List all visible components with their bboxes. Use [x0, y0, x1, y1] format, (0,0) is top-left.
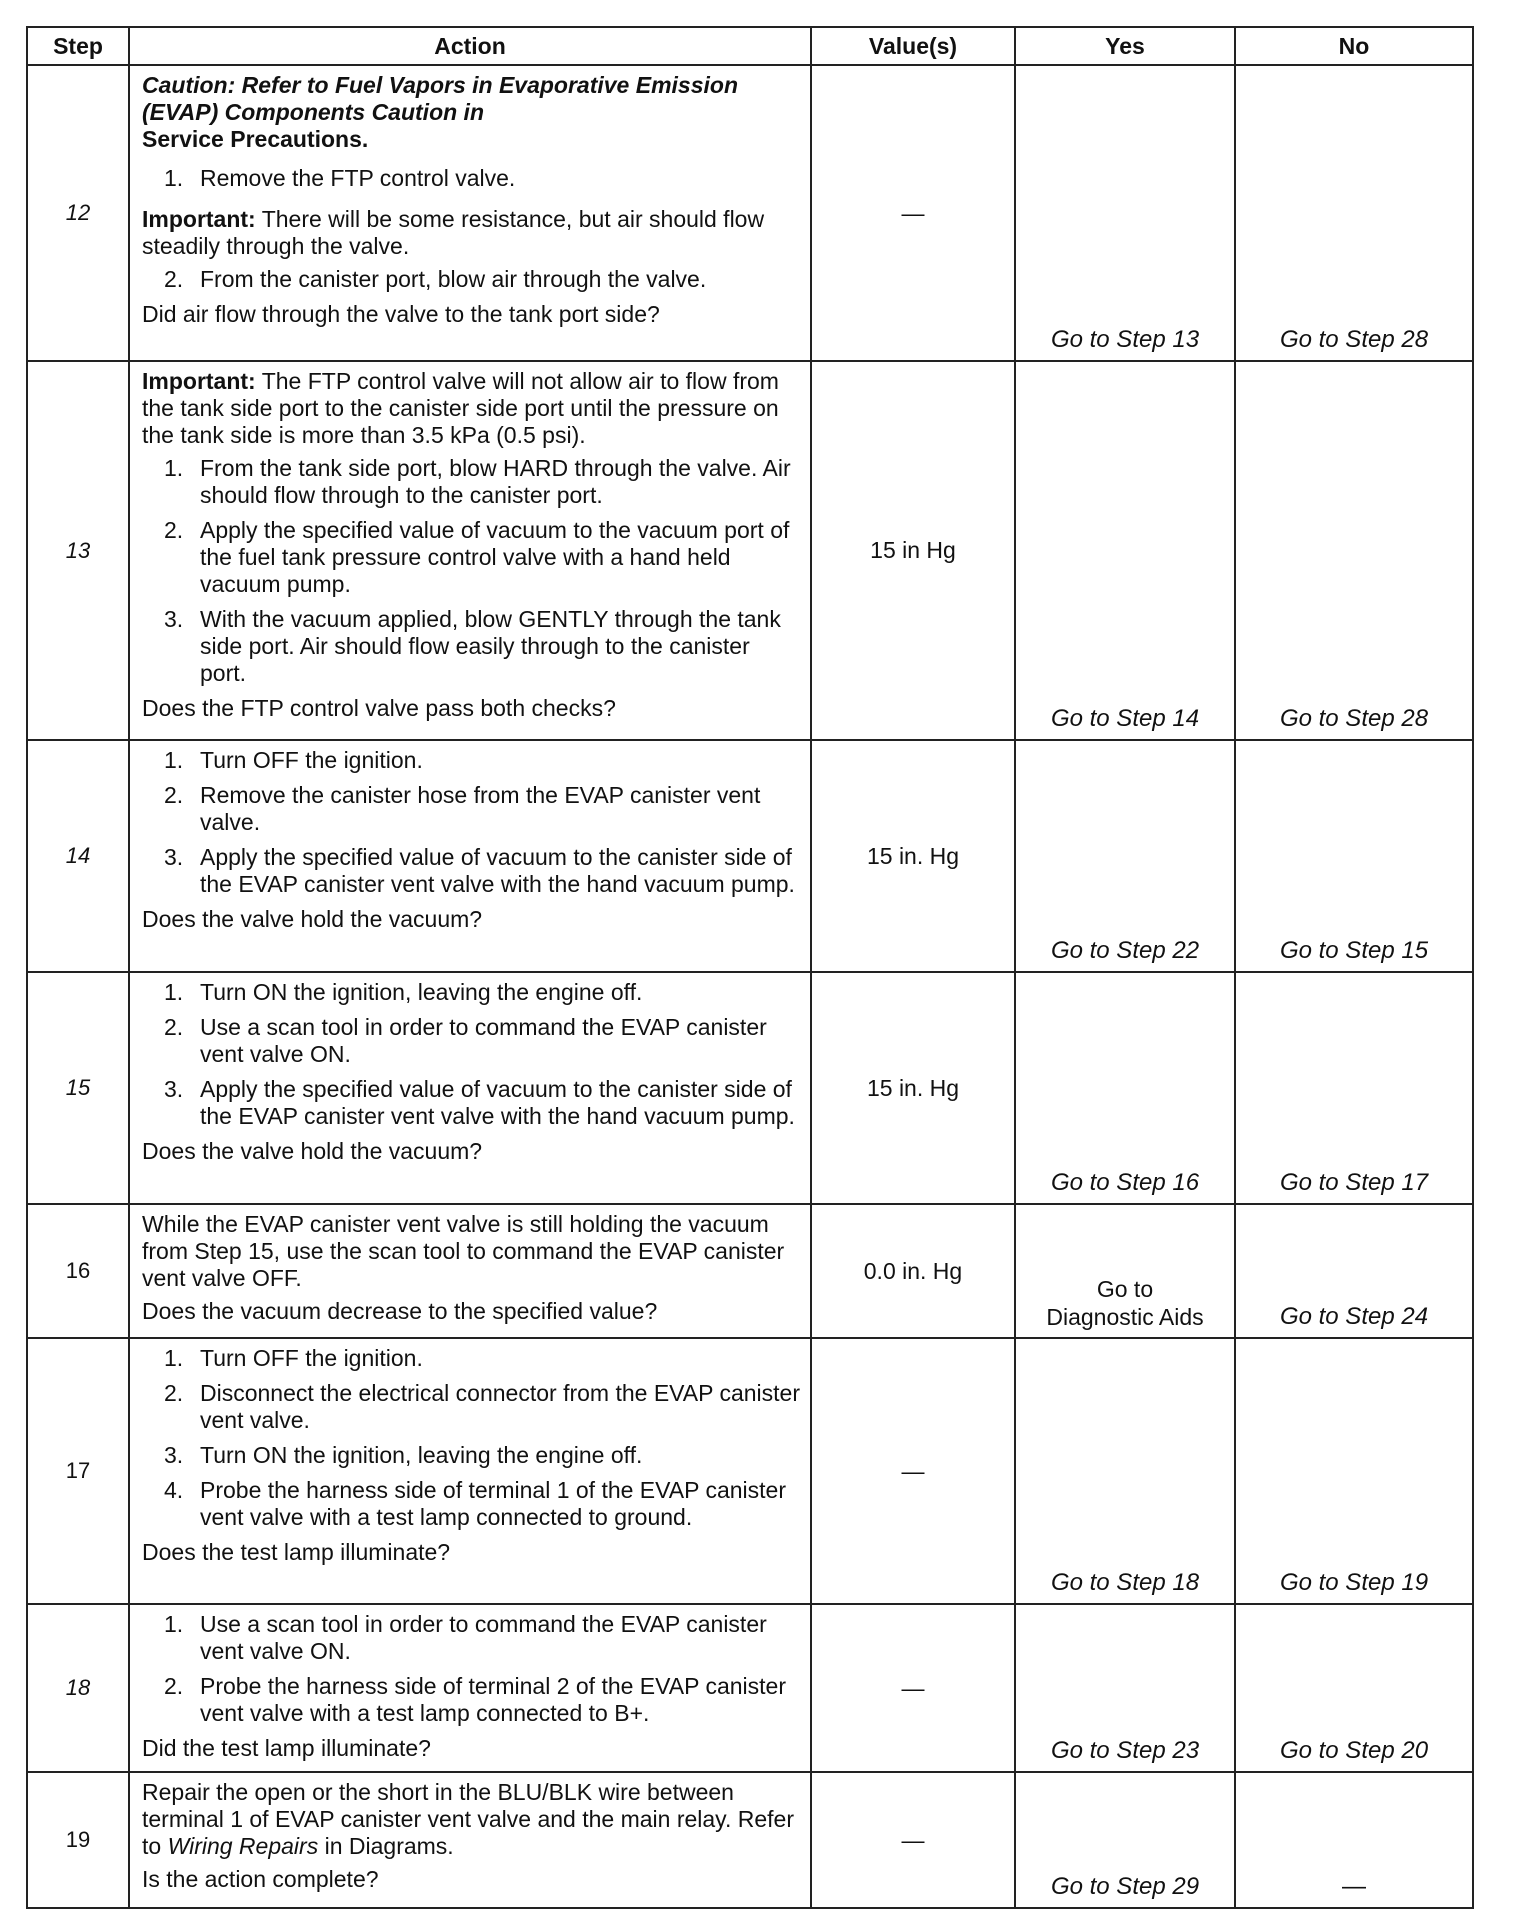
- yes-cell: Go to Step 14: [1015, 361, 1235, 740]
- action-list: [142, 266, 800, 293]
- list-item: 2. Probe the harness side of terminal 2 of the EVAP canister vent valve with a test lamp connected to B+.: [164, 1673, 786, 1726]
- table-row: [27, 740, 1473, 972]
- list-item: 2. Apply the specified value of vacuum to the vacuum port of the fuel tank pressure control valve with a hand held vacuum pump.: [164, 517, 790, 597]
- question-text: Does the test lamp illuminate?: [142, 1539, 451, 1565]
- question-text: Does the valve hold the vacuum?: [142, 1138, 483, 1164]
- yes-cell: Go to Step 29: [1015, 1772, 1235, 1908]
- yes-line: Diagnostic Aids: [1046, 1304, 1204, 1330]
- step-number: 14: [27, 740, 129, 972]
- step-number: 18: [27, 1604, 129, 1772]
- list-item: 3. Turn ON the ignition, leaving the engine off.: [164, 1442, 643, 1468]
- value-cell: —: [811, 1772, 1015, 1908]
- yes-cell: [1015, 1204, 1235, 1338]
- yes-cell: Go to Step 18: [1015, 1338, 1235, 1604]
- action-cell: [129, 1338, 811, 1604]
- list-item: 1. Turn ON the ignition, leaving the engine off.: [164, 979, 643, 1005]
- important-note: Important: The FTP control valve will not allow air to flow from the tank side port to the canister side port until the pressure on the tank side is more than 3.5 kPa (0.5 psi).: [142, 368, 779, 448]
- header-values: Value(s): [811, 27, 1015, 65]
- step-number: 17: [27, 1338, 129, 1604]
- list-item: 1. From the tank side port, blow HARD through the valve. Air should flow through to the canister port.: [164, 455, 791, 508]
- list-item: 1. Use a scan tool in order to command the EVAP canister vent valve ON.: [164, 1611, 767, 1664]
- yes-cell: Go to Step 23: [1015, 1604, 1235, 1772]
- table-row: [27, 1204, 1473, 1338]
- important-note: Important: There will be some resistance, but air should flow steadily through the valve.: [142, 206, 765, 259]
- list-item: 2. Use a scan tool in order to command the EVAP canister vent valve ON.: [164, 1014, 767, 1067]
- value-cell: 15 in. Hg: [811, 972, 1015, 1204]
- action-list: [142, 979, 800, 1130]
- list-item: 2. Remove the canister hose from the EVAP canister vent valve.: [164, 782, 761, 835]
- yes-cell: Go to Step 22: [1015, 740, 1235, 972]
- header-row: [27, 27, 1473, 65]
- step-number: 13: [27, 361, 129, 740]
- value-cell: —: [811, 1604, 1015, 1772]
- table-row: [27, 1772, 1473, 1908]
- no-cell: Go to Step 20: [1235, 1604, 1473, 1772]
- step-number: 19: [27, 1772, 129, 1908]
- yes-line: Go to: [1096, 1276, 1154, 1302]
- action-list: [142, 455, 800, 687]
- header-step: Step: [27, 27, 129, 65]
- table-row: [27, 972, 1473, 1204]
- action-text: Repair the open or the short in the BLU/BLK wire between terminal 1 of EVAP canister vent valve and the main relay. Refer to Wiring Repairs in Diagrams.: [142, 1779, 794, 1859]
- action-text: While the EVAP canister vent valve is still holding the vacuum from Step 15, use the scan tool to command the EVAP canister vent valve OFF.: [142, 1211, 785, 1291]
- header-no: No: [1235, 27, 1473, 65]
- question-text: Did air flow through the valve to the tank port side?: [142, 301, 660, 327]
- no-cell: —: [1235, 1772, 1473, 1908]
- question-text: Is the action complete?: [142, 1866, 379, 1892]
- value-cell: —: [811, 1338, 1015, 1604]
- value-cell: 0.0 in. Hg: [811, 1204, 1015, 1338]
- caution-ref: Service Precautions.: [142, 126, 369, 152]
- list-item: 3. Apply the specified value of vacuum to the canister side of the EVAP canister vent valve with the hand vacuum pump.: [164, 844, 795, 897]
- table-row: [27, 1604, 1473, 1772]
- value-cell: 15 in. Hg: [811, 740, 1015, 972]
- no-cell: Go to Step 17: [1235, 972, 1473, 1204]
- action-cell: [129, 65, 811, 361]
- question-text: Does the vacuum decrease to the specified value?: [142, 1298, 658, 1324]
- question-text: Does the valve hold the vacuum?: [142, 906, 483, 932]
- list-item: 3. With the vacuum applied, blow GENTLY through the tank side port. Air should flow easily through to the canister port.: [164, 606, 781, 686]
- action-list: [142, 1345, 800, 1531]
- question-text: Does the FTP control valve pass both checks?: [142, 695, 616, 721]
- no-cell: Go to Step 19: [1235, 1338, 1473, 1604]
- action-cell: [129, 1772, 811, 1908]
- action-cell: [129, 1604, 811, 1772]
- question-text: Did the test lamp illuminate?: [142, 1735, 431, 1761]
- no-cell: Go to Step 15: [1235, 740, 1473, 972]
- diagnostic-table: [26, 26, 1474, 1909]
- action-cell: [129, 972, 811, 1204]
- action-cell: [129, 740, 811, 972]
- list-item: 3. Apply the specified value of vacuum to the canister side of the EVAP canister vent valve with the hand vacuum pump.: [164, 1076, 795, 1129]
- action-list: [142, 747, 800, 898]
- caution-text: Caution: Refer to Fuel Vapors in Evaporative Emission (EVAP) Components Caution in: [142, 72, 738, 125]
- header-yes: Yes: [1015, 27, 1235, 65]
- step-number: 16: [27, 1204, 129, 1338]
- action-cell: [129, 1204, 811, 1338]
- no-cell: Go to Step 28: [1235, 65, 1473, 361]
- list-item: 4. Probe the harness side of terminal 1 of the EVAP canister vent valve with a test lamp connected to ground.: [164, 1477, 786, 1530]
- list-item: 1. Turn OFF the ignition.: [164, 747, 423, 773]
- table-row: [27, 361, 1473, 740]
- no-cell: Go to Step 28: [1235, 361, 1473, 740]
- step-number: 15: [27, 972, 129, 1204]
- value-cell: —: [811, 65, 1015, 361]
- list-item: 1. Turn OFF the ignition.: [164, 1345, 423, 1371]
- action-cell: [129, 361, 811, 740]
- list-item: 1. Remove the FTP control valve.: [164, 165, 516, 191]
- yes-cell: Go to Step 13: [1015, 65, 1235, 361]
- step-number: 12: [27, 65, 129, 361]
- list-item: 2. Disconnect the electrical connector from the EVAP canister vent valve.: [164, 1380, 800, 1433]
- table-row: [27, 65, 1473, 361]
- list-item: 2. From the canister port, blow air through the valve.: [164, 266, 707, 292]
- action-list: [142, 165, 800, 192]
- header-action: Action: [129, 27, 811, 65]
- table-row: [27, 1338, 1473, 1604]
- value-cell: 15 in Hg: [811, 361, 1015, 740]
- yes-cell: Go to Step 16: [1015, 972, 1235, 1204]
- action-list: [142, 1611, 800, 1727]
- no-cell: Go to Step 24: [1235, 1204, 1473, 1338]
